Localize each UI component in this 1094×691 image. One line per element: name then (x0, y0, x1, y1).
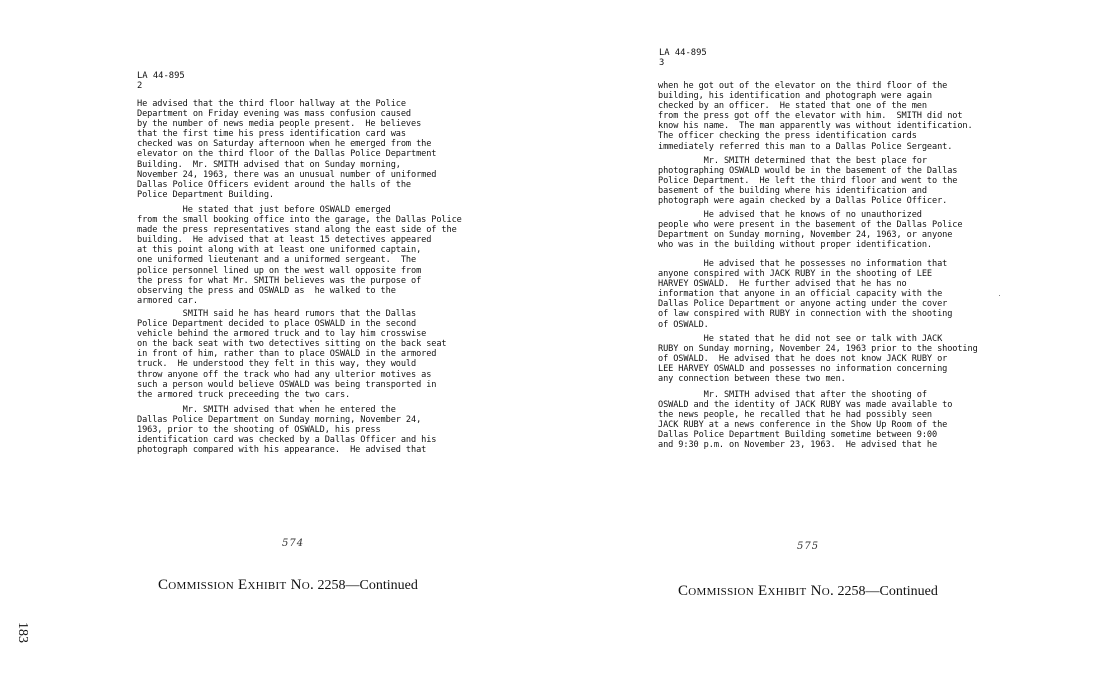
left-handwritten-number: 574 (282, 538, 305, 549)
left-caption-suffix: 2258—Continued (317, 578, 418, 593)
right-paragraph-2: Mr. SMITH determined that the best place for photographing OSWALD would be in the basement of the Dallas Police Department. He left the third floor and went to the basement of the building where his identification and photograph were again checked by a Dallas Police Officer. (658, 156, 958, 207)
right-paragraph-3: He advised that he knows of no unauthorized people who were present in the basement of the Dallas Police Department on Sunday morning, November 24, 1963, or anyone who was in the building without proper identification. (658, 210, 963, 251)
right-handwritten-number: 575 (797, 541, 820, 552)
right-paragraph-5: He stated that he did not see or talk with JACK RUBY on Sunday morning, November 24, 1963 prior to the shooting of OSWALD. He advised that he does not know JACK RUBY or LEE HARVEY OSWALD and possesses no information concerning any connection between these two men. (658, 334, 978, 385)
right-document-page (547, 0, 1094, 691)
left-paragraph-2: He stated that just before OSWALD emerged from the small booking office into the garage, the Dallas Police made the press representatives stand along the east side of the building. He advised that at least 15 detectives appeared at this point along with at least one uniformed captain, one uniformed lieutenant and a uniformed sergeant. The police personnel lined up on the west wall opposite from the press for what Mr. SMITH believes was the purpose of observing the press and OSWALD as he walked to the armored car. (137, 205, 462, 306)
right-paragraph-4: He advised that he possesses no information that anyone conspired with JACK RUBY in the shooting of LEE HARVEY OSWALD. He further advised that he has no information that anyone in an official capacity with the Dallas Police Department or anyone acting under the cover of law conspired with RUBY in connection with the shooting of OSWALD. (658, 259, 953, 330)
right-page-number: 3 (659, 58, 665, 68)
right-paragraph-1: when he got out of the elevator on the third floor of the building, his identification and photograph were again checked by an officer. He stated that one of the men from the press got off the elevator with him. SMITH did not know his name. The man apparently was without identification. The officer checking the press identification cards immediately referred this man to a Dallas Police Sergeant. (658, 81, 973, 152)
left-exhibit-caption (158, 577, 418, 594)
left-file-number: LA 44-895 (137, 71, 185, 81)
ink-speck (310, 400, 312, 402)
ink-speck (999, 295, 1000, 296)
right-caption-suffix: 2258—Continued (837, 584, 938, 599)
margin-page-number: 183 (15, 622, 30, 643)
right-paragraph-6: Mr. SMITH advised that after the shooting of OSWALD and the identity of JACK RUBY was made available to the news people, he recalled that he had possibly seen JACK RUBY at a news conference in the Show Up Room of the Dallas Police Department Building sometime between 9:00 and 9:30 p.m. on November 23, 1963. He advised that he (658, 390, 953, 451)
right-caption-prefix: Commission Exhibit No. (678, 583, 835, 599)
left-paragraph-1: He advised that the third floor hallway at the Police Department on Friday evening was mass confusion caused by the number of news media people present. He believes that the first time his press identification card was checked was on Saturday afternoon when he emerged from the elevator on the third floor of the Dallas Police Department Building. Mr. SMITH advised that on Sunday morning, November 24, 1963, there was an unusual number of uniformed Dallas Police Officers evident around the halls of the Police Department Building. (137, 99, 437, 200)
right-exhibit-caption (678, 583, 938, 600)
left-caption-prefix: Commission Exhibit No. (158, 577, 315, 593)
right-file-number: LA 44-895 (659, 48, 707, 58)
left-page-number: 2 (137, 81, 143, 91)
left-paragraph-3: SMITH said he has heard rumors that the Dallas Police Department decided to place OSWALD in the second vehicle behind the armored truck and to lay him crosswise on the back seat with two detectives sitting on the back seat in front of him, rather than to place OSWALD in the armored truck. He understood they felt in this way, they would throw anyone off the track who had any ulterior motives as such a person would believe OSWALD was being transported in the armored truck preceeding the two cars. (137, 309, 447, 400)
left-paragraph-4: Mr. SMITH advised that when he entered the Dallas Police Department on Sunday morning, November 24, 1963, prior to the shooting of OSWALD, his press identification card was checked by a Dallas Officer and his photograph compared with his appearance. He advised that (137, 405, 437, 456)
